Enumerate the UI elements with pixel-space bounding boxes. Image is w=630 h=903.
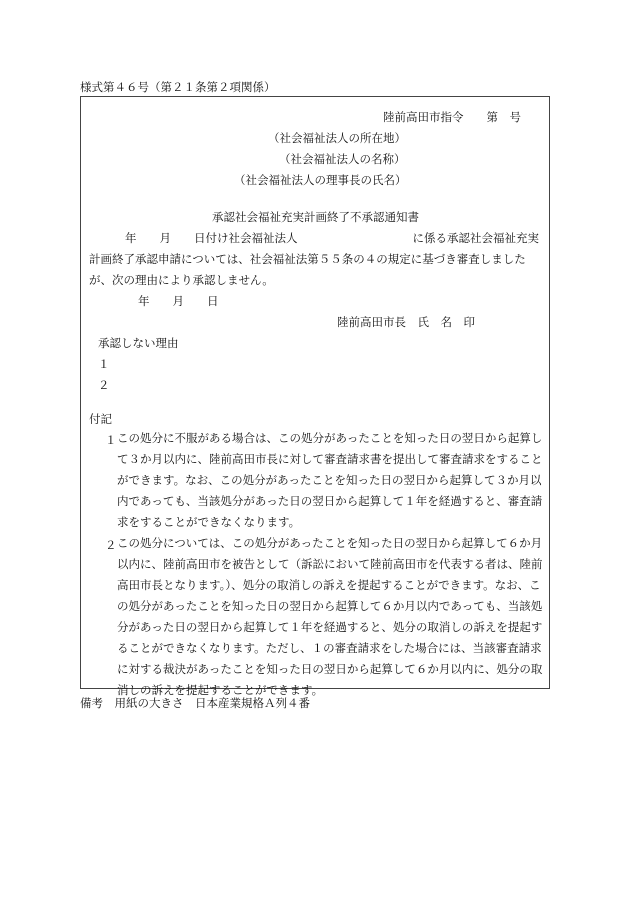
notes-heading: 付記 <box>89 412 112 426</box>
note-2-text: この処分については、この処分があったことを知った日の翌日から起算して６か月以内に、陸前高田市を被告として（訴訟において陸前高田市を代表する者は、陸前高田市長となります。）、処分の取消しの訴えを提起することができます。なお、この処分があったことを知った日の翌日から起算して６か月以内であっても、当該処分があった日の翌日から起算して１年を経過すると、処分の取消しの訴えを提起することができなくなります。ただし、１の審査請求をした場合には、当該審査請求に対する裁決があったことを知った日の翌日から起算して６か月以内に、処分の取消しの訴えを提起することができます。 <box>117 536 543 697</box>
reason-item-2: ２ <box>98 378 110 392</box>
document-frame <box>80 96 550 697</box>
reasons-heading: 承認しない理由 <box>98 336 179 350</box>
body-line-1: 年 月 日付け社会福祉法人 に係る承認社会福祉充実 <box>102 231 539 245</box>
document-number: 陸前高田市指令 第 号 <box>383 110 521 124</box>
remarks: 備考 用紙の大きさ 日本産業規格Ａ列４番 <box>80 696 310 710</box>
issuer-line: 陸前高田市長 氏 名 印 <box>337 315 475 329</box>
date-line: 年 月 日 <box>138 294 219 308</box>
note-1-text: この処分に不服がある場合は、この処分があったことを知った日の翌日から起算して３か月以内に、陸前高田市長に対して審査請求書を提出して審査請求をすることができます。なお、この処分があったことを知った日の翌日から起算して３か月以内であっても、当該処分があった日の翌日から起算して１年を経過すると、審査請求をすることができなくなります。 <box>117 431 543 529</box>
corporation-name: （社会福祉法人の名称） <box>279 152 406 166</box>
body-line-3: が、次の理由により承認しません。 <box>89 273 274 287</box>
form-number: 様式第４６号（第２１条第２項関係） <box>80 80 276 94</box>
note-1-number: １ <box>105 433 117 447</box>
reason-item-1: １ <box>98 357 110 371</box>
note-2-number: ２ <box>105 538 117 552</box>
document-title: 承認社会福祉充実計画終了不承認通知書 <box>212 210 419 224</box>
corporation-director: （社会福祉法人の理事長の氏名） <box>234 173 407 187</box>
corporation-address: （社会福祉法人の所在地） <box>268 131 406 145</box>
body-line-2: 計画終了承認申請については、社会福祉法第５５条の４の規定に基づき審査しました <box>89 252 526 266</box>
